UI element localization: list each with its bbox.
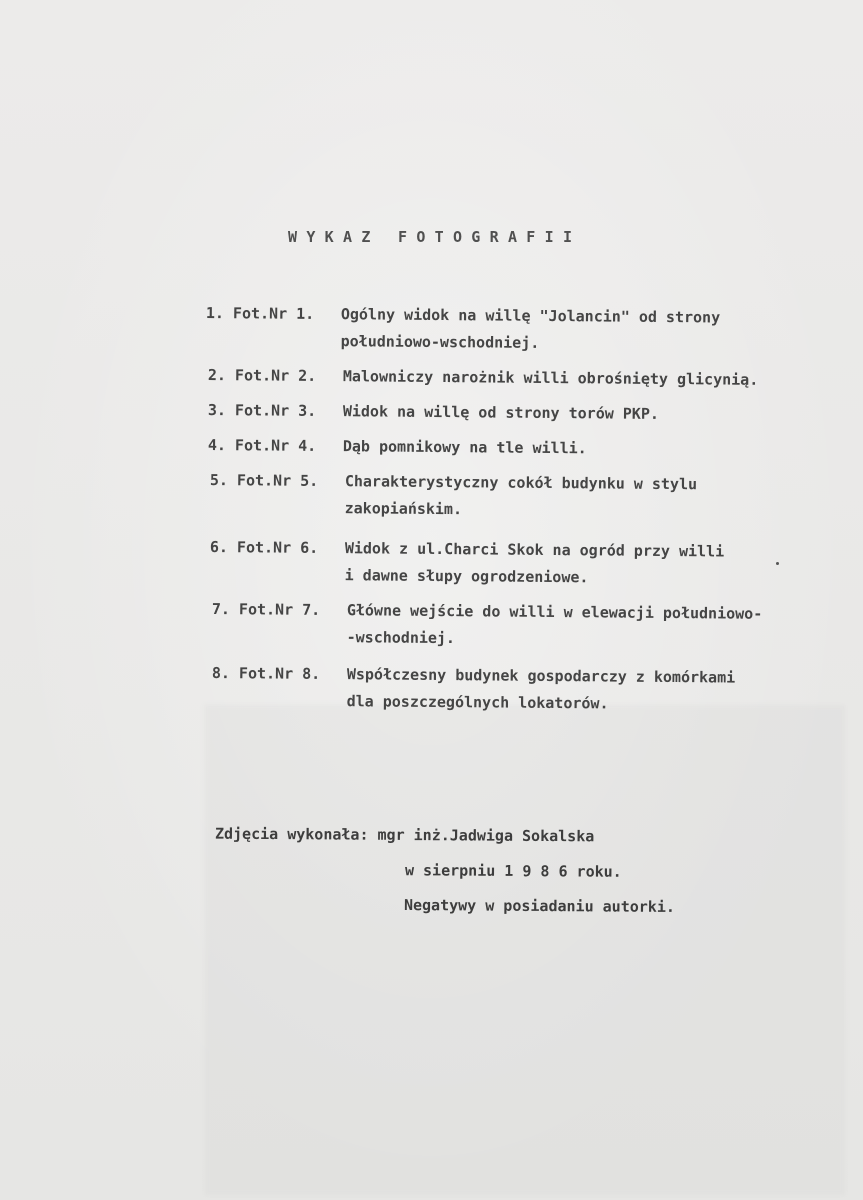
photo-entry-line1: Widok na willę od strony torów PKP. [342,402,660,423]
document-title: WYKAZ FOTOGRAFII [288,228,582,246]
photo-entry-line2: południowo-wschodniej. [340,332,540,352]
photo-entry-number: 3. Fot.Nr 3. [207,400,317,420]
photo-entry-line1: Główne wejście do willi w elewacji południowo- [346,601,763,623]
credits-date: w sierpniu 1 9 8 6 roku. [404,861,622,881]
photo-entry-description [341,301,721,358]
photo-entry-line2: zakopiańskim. [344,499,463,519]
photo-entry-number: 5. Fot.Nr 5. [209,470,319,490]
photo-entry-description [345,468,698,525]
photo-entry-number: 4. Fot.Nr 4. [207,435,317,455]
ink-speck [776,562,779,565]
photo-entry-line1: Widok z ul.Charci Skok na ogród przy willi [344,539,725,561]
photo-entry-line1: Malowniczy narożnik willi obrośnięty glicynią. [342,367,759,389]
photo-entry-number: 1. Fot.Nr 1. [205,303,315,323]
photo-entry-description [347,597,763,655]
show-through-shadow [205,705,845,1195]
photo-entry-number: 2. Fot.Nr 2. [207,365,317,385]
photo-entry-description [343,398,659,428]
photo-entry-line1: Ogólny widok na willę "Jolancin" od strony [340,305,721,327]
photo-entry-line2: dla poszczególnych lokatorów. [346,692,609,713]
photo-entry-line2: i dawne słupy ogrodzeniowe. [344,566,589,587]
photo-entry-line1: Współczesny budynek gospodarczy z komórkami [346,665,736,687]
photo-entry-description [347,661,736,718]
photo-entry-description [343,433,587,462]
credits-negatives: Negatywy w posiadaniu autorki. [403,896,675,916]
photo-entry-line2: -wschodniej. [346,628,456,648]
photo-entry-description [345,535,725,592]
photo-entry-number: 7. Fot.Nr 7. [211,599,321,619]
photo-entry-number: 6. Fot.Nr 6. [209,537,319,557]
photo-entry-line1: Charakterystyczny cokół budynku w stylu [344,472,698,494]
photo-entry-description [343,363,759,394]
credits-photographer: Zdjęcia wykonała: mgr inż.Jadwiga Sokalska [214,824,595,846]
photo-entry-line1: Dąb pomnikowy na tle willi. [342,437,587,458]
photo-entry-number: 8. Fot.Nr 8. [211,663,321,683]
